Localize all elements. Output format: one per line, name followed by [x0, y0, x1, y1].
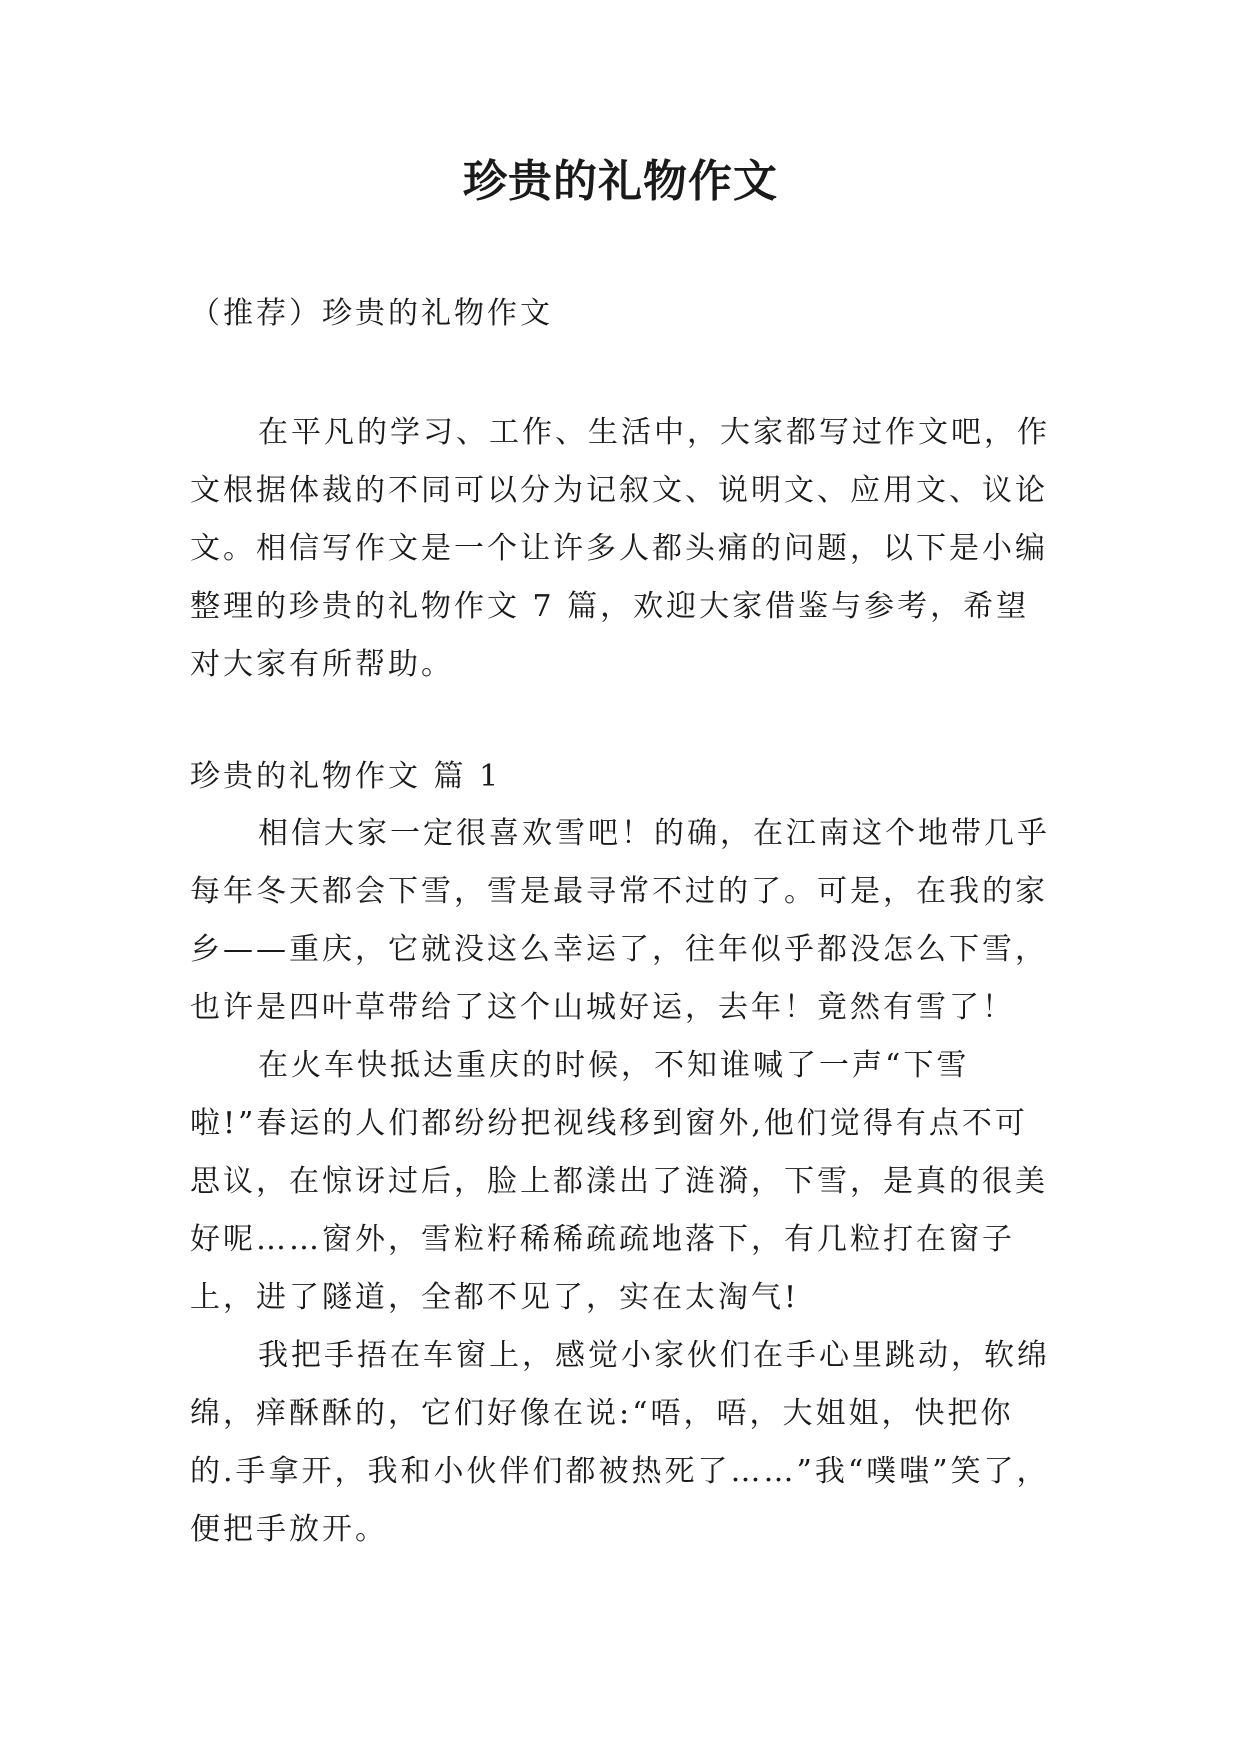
essay-body: [190, 805, 1052, 1559]
intro-paragraph: 在平凡的学习、工作、生活中，大家都写过作文吧，作文根据体裁的不同可以分为记叙文、说明文、应用文、议论文。相信写作文是一个让许多人都头痛的问题，以下是小编整理的珍贵的礼物作文 7 篇，欢迎大家借鉴与参考，希望对大家有所帮助。: [190, 415, 1050, 682]
document-subtitle: （推荐）珍贵的礼物作文: [190, 296, 553, 331]
essay-paragraph-1: 相信大家一定很喜欢雪吧！的确，在江南这个地带几乎每年冬天都会下雪，雪是最寻常不过的了。可是，在我的家乡——重庆，它就没这么幸运了，往年似乎都没怎么下雪，也许是四叶草带给了这个山城好运，去年！竟然有雪了！: [190, 816, 1050, 1025]
essay-paragraph-2: 在火车快抵达重庆的时候，不知谁喊了一声“下雪啦!”春运的人们都纷纷把视线移到窗外,他们觉得有点不可思议，在惊讶过后，脸上都漾出了涟漪，下雪，是真的很美好呢……窗外，雪粒籽稀稀疏疏地落下，有几粒打在窗子上，进了隧道，全都不见了，实在太淘气!: [190, 1048, 1048, 1315]
document-title: 珍贵的礼物作文: [463, 156, 778, 207]
section-heading: 珍贵的礼物作文 篇 1: [190, 759, 502, 794]
essay-paragraph-3: 我把手捂在车窗上，感觉小家伙们在手心里跳动，软绵绵，痒酥酥的，它们好像在说:“唔，唔，大姐姐，快把你的.手拿开，我和小伙伴们都被热死了……”我“噗嗤”笑了，便把手放开。: [190, 1338, 1050, 1547]
